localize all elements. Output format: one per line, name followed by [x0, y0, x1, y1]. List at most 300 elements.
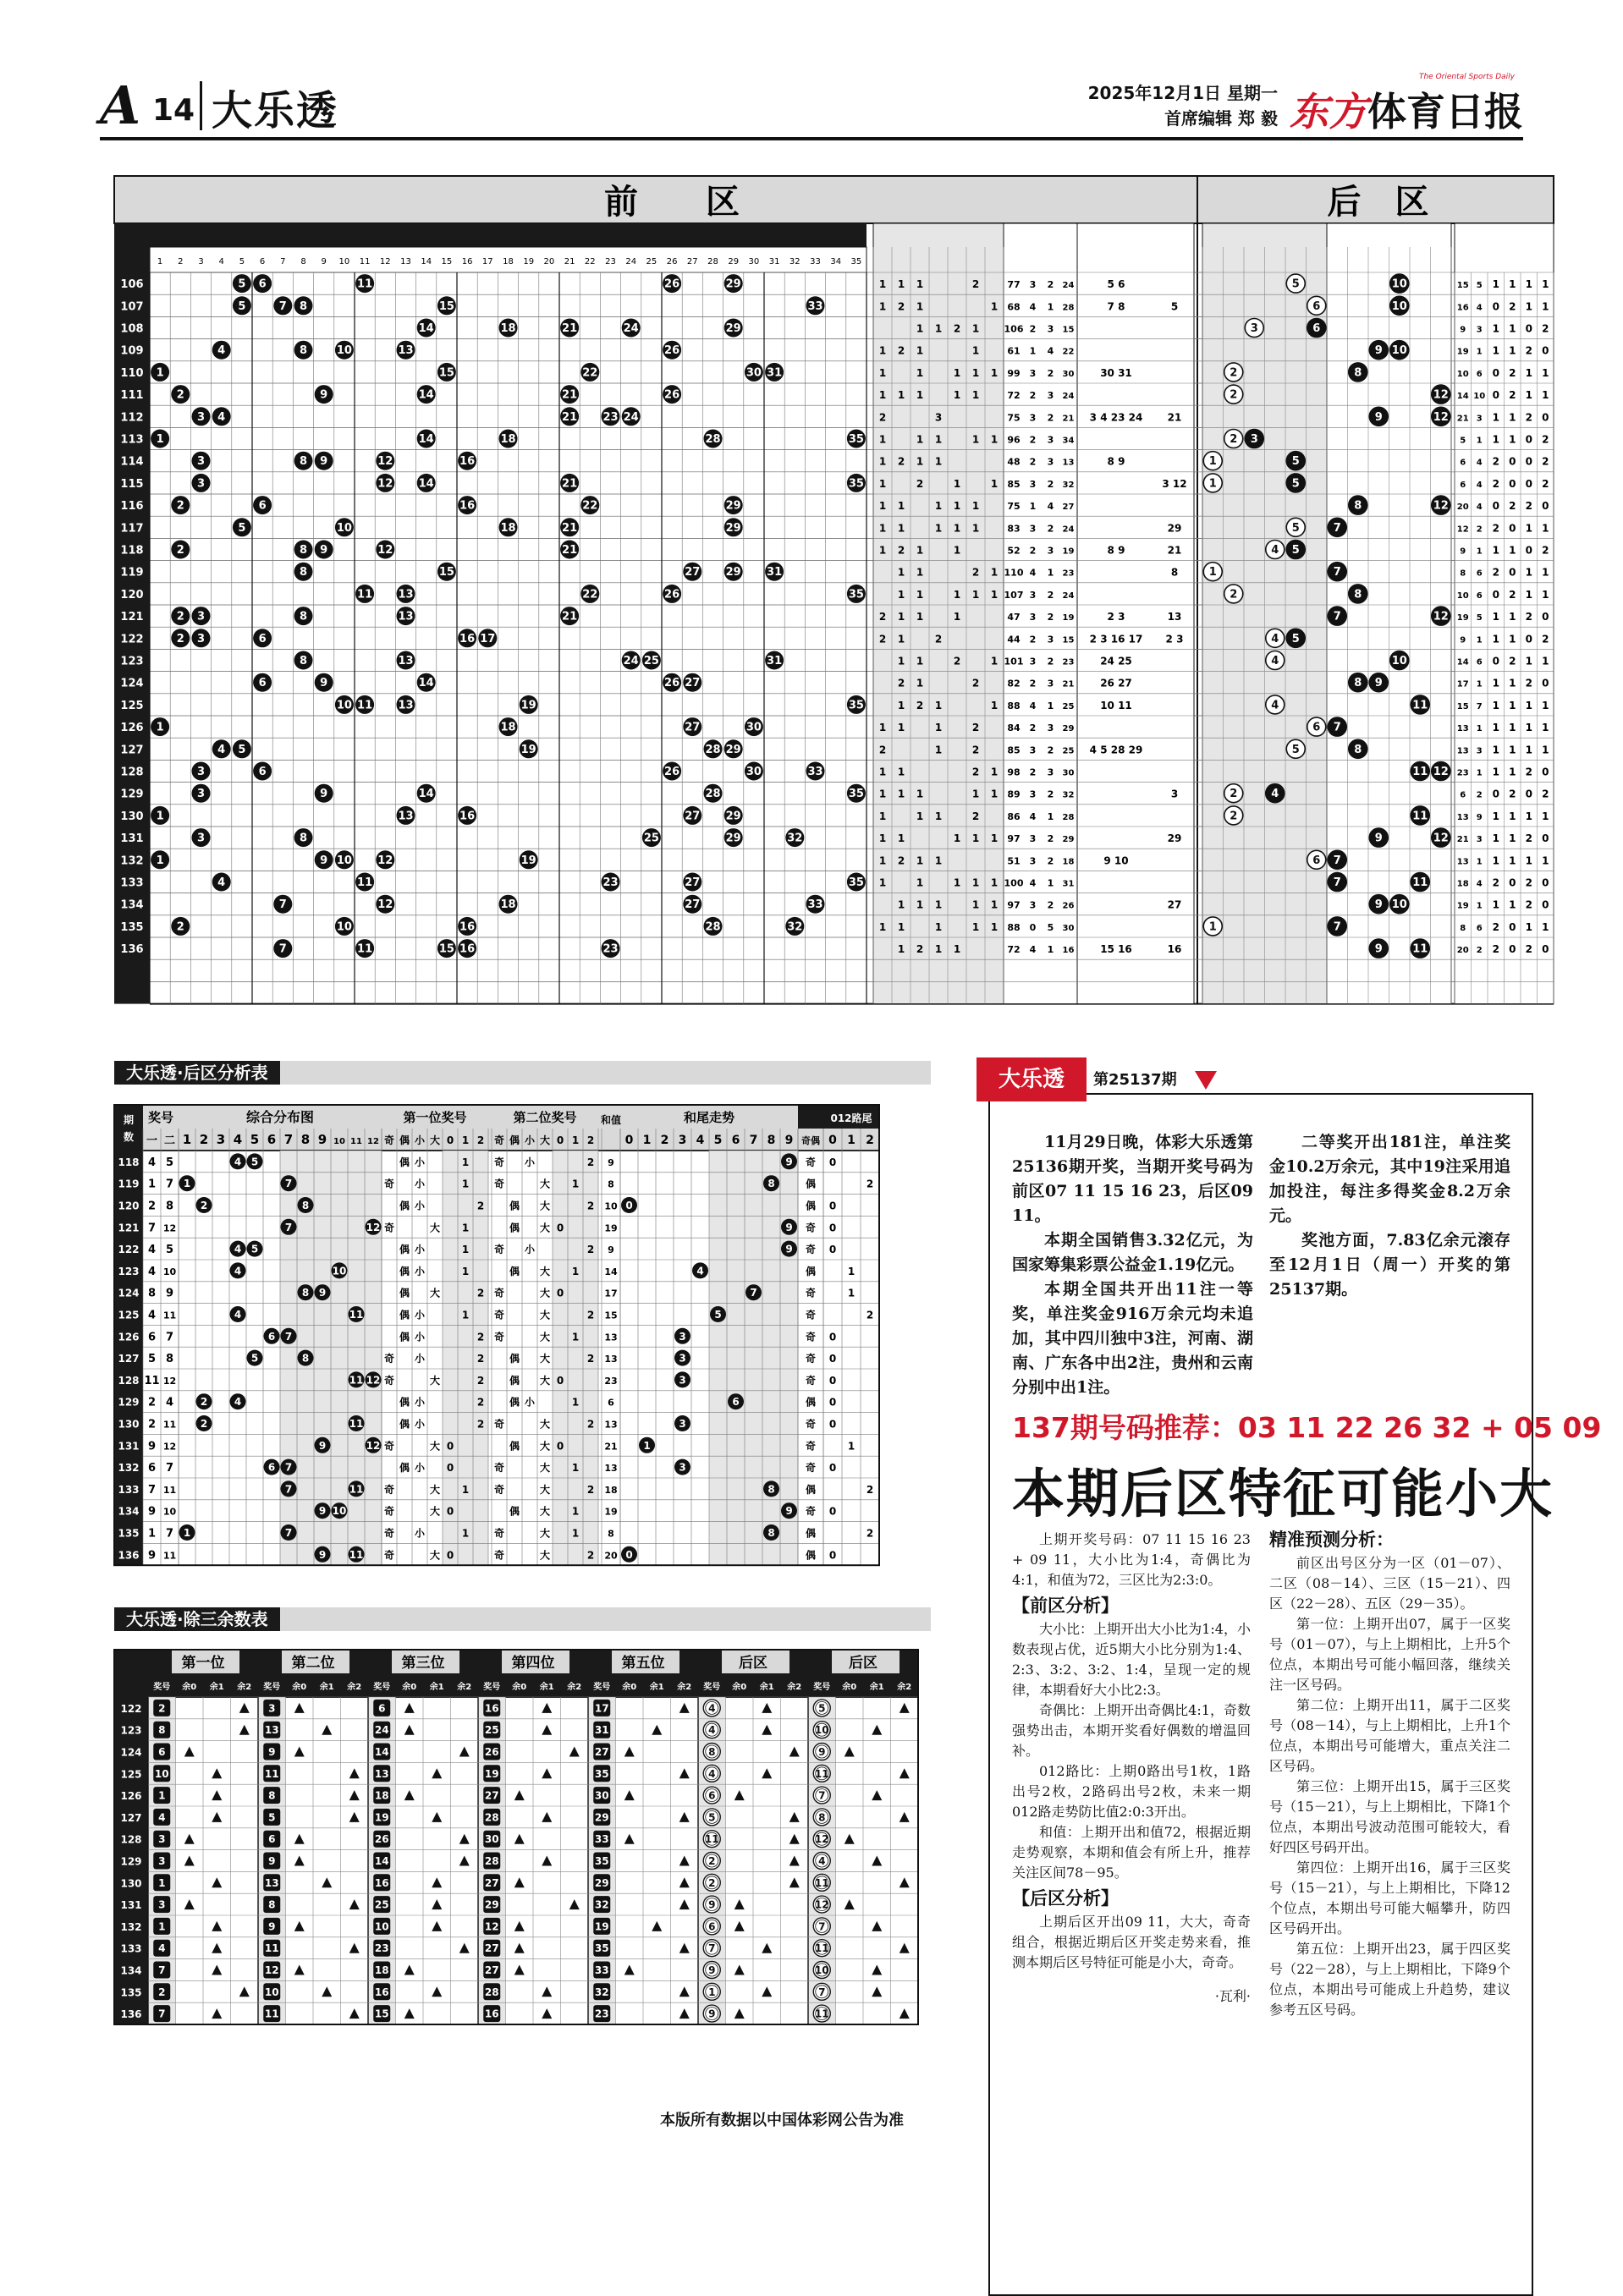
zone-count: 1 — [897, 943, 905, 956]
ba-012: 0 — [828, 1374, 837, 1387]
ba-012: 0 — [828, 1244, 837, 1256]
front-ball-number: 3 — [196, 477, 206, 491]
zone-count: 1 — [971, 522, 980, 535]
down-arrow-icon — [1195, 1071, 1217, 1090]
back-stat-value: 1 — [1476, 901, 1483, 911]
m3-number: 2 — [158, 1986, 166, 1998]
news-issue: 第25137期 — [1093, 1071, 1177, 1089]
odd-count: 3 — [1029, 855, 1037, 867]
back-stat-value: 0 — [1525, 633, 1532, 645]
triangle-icon — [432, 1812, 442, 1822]
back-stat-value: 1 — [1476, 635, 1483, 645]
repeat-value: 3 — [1170, 788, 1179, 800]
triangle-icon — [789, 1747, 800, 1757]
triangle-icon — [514, 1943, 525, 1953]
ba-tail-number: 9 — [785, 1221, 793, 1233]
ba-first-mark: 小 — [414, 1396, 426, 1409]
ba-tail-col: 1 — [642, 1134, 652, 1147]
back-ball-number: 1 — [1208, 566, 1217, 579]
triangle-icon — [322, 1986, 332, 1997]
triangle-icon — [734, 1965, 745, 1975]
zone-count: 1 — [934, 943, 943, 956]
front-col-label: 10 — [338, 257, 350, 266]
m3-sub-head: 奖号 — [593, 1683, 611, 1692]
ba-second-mark: 大 — [539, 1265, 551, 1277]
zone-count: 1 — [897, 633, 905, 645]
m3-number: 11 — [814, 1942, 829, 1955]
even-count: 2 — [1047, 612, 1054, 623]
back-stat-value: 1 — [1509, 433, 1516, 446]
triangle-icon — [900, 1812, 910, 1822]
ba-first-mark: 大 — [429, 1505, 441, 1518]
even-count: 2 — [1047, 744, 1054, 756]
back-analysis-head: 【后区分析】 — [1012, 1888, 1119, 1909]
triangle-icon — [542, 1703, 552, 1713]
ba-num-1: 4 — [147, 1265, 157, 1278]
front-col-label: 29 — [728, 257, 740, 266]
last-draw-summary: 上期开奖号码：07 11 15 16 23 + 09 11，大小比为1:4，奇偶比为4:1，和值为72，三区比为2:3:0。 — [1012, 1531, 1251, 1588]
zone-count: 1 — [953, 588, 961, 601]
m3-sub-head: 余2 — [677, 1683, 692, 1692]
back-stat-value: 1 — [1509, 544, 1516, 557]
ba-second-mark: 偶 — [509, 1222, 520, 1234]
m3-border — [114, 1650, 918, 2024]
ba-second-mark: 2 — [586, 1309, 595, 1321]
span-value: 24 — [1062, 281, 1075, 291]
back-ball-number: 2 — [1230, 366, 1238, 380]
position-3-text: 第三位：上期开出15，属于三区奖号（15－21），与上上期相比，下降1个位点，本期出号波动范围可能较大，看好四区号码开出。 — [1269, 1778, 1510, 1855]
issue-number: 131 — [120, 832, 144, 846]
back-stat-value: 9 — [1460, 325, 1466, 335]
sum-value: 75 — [1007, 412, 1021, 424]
back-ball-number: 4 — [1271, 544, 1279, 557]
back-stat-value: 6 — [1460, 790, 1466, 800]
back-stat-value: 13 — [1456, 724, 1469, 734]
ba-dist-col: 3 — [216, 1132, 226, 1147]
front-ball-number: 13 — [398, 810, 414, 823]
ba-sum: 8 — [608, 1178, 614, 1190]
front-ball-number: 14 — [418, 433, 434, 446]
back-ball-number: 2 — [1230, 788, 1238, 801]
ba-num-2: 8 — [165, 1200, 174, 1213]
ba-first-sub: 小 — [414, 1134, 426, 1146]
ba-dist-ball-number: 9 — [318, 1548, 327, 1561]
ba-first-mark: 0 — [446, 1549, 454, 1562]
zone-count: 1 — [934, 500, 943, 513]
ba-tail-col: 0 — [624, 1134, 634, 1147]
triangle-icon — [624, 1965, 635, 1975]
m3-group-corner — [808, 1650, 832, 1673]
zone-count: 1 — [990, 699, 999, 711]
even-count: 3 — [1047, 390, 1054, 402]
ba-tail-number: 8 — [767, 1178, 775, 1190]
back-stat-value: 2 — [1525, 898, 1532, 911]
front-col-label: 14 — [421, 257, 432, 266]
m3-number: 24 — [374, 1724, 389, 1737]
back-stat-value: 1 — [1509, 344, 1516, 357]
precise-analysis-head: 精准预测分析： — [1269, 1530, 1394, 1550]
ba-first-mark: 小 — [414, 1462, 426, 1475]
triangle-icon — [734, 2008, 745, 2019]
back-stat-value: 3 — [1476, 325, 1483, 335]
sum-value: 48 — [1007, 456, 1021, 468]
back-ball-number: 9 — [1374, 410, 1383, 424]
ba-012: 2 — [866, 1178, 874, 1190]
front-ball-number: 2 — [176, 499, 184, 513]
back-stat-value: 1 — [1509, 810, 1516, 822]
zone-count: 2 — [971, 677, 980, 689]
zone-count: 1 — [897, 611, 905, 623]
front-ball-number: 4 — [217, 344, 226, 358]
ba-first-mark: 小 — [414, 1200, 426, 1212]
front-ball-number: 12 — [377, 477, 393, 491]
triangle-icon — [184, 1899, 195, 1909]
span-value: 23 — [1062, 657, 1075, 667]
front-ball-number: 7 — [278, 942, 287, 956]
ba-issue: 130 — [118, 1418, 140, 1431]
front-ball-number: 1 — [156, 433, 164, 446]
ba-first-mark: 小 — [414, 1527, 426, 1540]
triangle-icon — [212, 1812, 222, 1822]
back-ball-number: 1 — [1208, 455, 1217, 469]
back-stat-value: 2 — [1542, 455, 1549, 468]
back-stat-value: 0 — [1542, 898, 1549, 911]
issue-number: 108 — [120, 322, 144, 336]
ba-num-1: 11 — [144, 1374, 160, 1387]
zone-count: 1 — [990, 588, 999, 601]
ba-issue: 126 — [118, 1331, 140, 1343]
zone-count: 1 — [971, 366, 980, 379]
m3-number: 9 — [268, 1920, 276, 1933]
back-stat-value: 9 — [1460, 635, 1466, 645]
m3-sub-head: 奖号 — [483, 1683, 501, 1692]
m3-group-corner — [258, 1650, 282, 1673]
front-ball-number: 33 — [807, 299, 823, 313]
back-stat-value: 0 — [1525, 477, 1532, 490]
odd-count: 2 — [1029, 390, 1037, 402]
sum-value: 96 — [1007, 434, 1021, 446]
back-stat-value: 8 — [1460, 569, 1466, 579]
front-ball-number: 19 — [520, 743, 536, 756]
odd-count: 3 — [1029, 367, 1037, 379]
consecutive-value: 8 9 — [1107, 544, 1125, 557]
m3-number: 9 — [818, 1746, 826, 1758]
front-ball-number: 23 — [602, 942, 619, 956]
back-stat-value: 2 — [1525, 677, 1532, 689]
front-ball-number: 1 — [156, 366, 164, 380]
triangle-icon — [679, 1812, 690, 1822]
m3-sub-head: 余1 — [429, 1683, 444, 1692]
span-value: 15 — [1062, 635, 1075, 645]
zone-count: 1 — [953, 544, 961, 557]
back-stat-value: 0 — [1509, 876, 1516, 889]
front-ball-number: 31 — [767, 566, 783, 579]
span-value: 18 — [1062, 857, 1075, 867]
triangle-icon — [212, 1943, 222, 1953]
back-stat-value: 4 — [1476, 879, 1483, 889]
consecutive-value: 3 4 23 24 — [1089, 411, 1143, 424]
issue-number: 114 — [120, 455, 144, 469]
zone-count: 1 — [971, 322, 980, 335]
front-ball-number: 21 — [562, 388, 578, 402]
issue-number: 132 — [120, 854, 144, 868]
back-stat-value: 20 — [1456, 946, 1469, 956]
back-ball-number: 11 — [1412, 942, 1428, 956]
m3-number: 9 — [268, 1746, 276, 1758]
ba-num-1: 5 — [147, 1353, 157, 1366]
back-stat-value: 6 — [1476, 657, 1483, 667]
ba-second-mark: 小 — [524, 1244, 536, 1256]
triangle-icon — [542, 1986, 552, 1997]
zone-count: 1 — [878, 832, 887, 845]
back-stat-value: 2 — [1492, 522, 1499, 535]
span-value: 19 — [1062, 547, 1075, 557]
ba-second-mark: 奇 — [493, 1527, 505, 1540]
front-ball-number: 22 — [582, 366, 598, 380]
m3-number: 6 — [268, 1833, 276, 1846]
back-stat-value: 17 — [1456, 679, 1469, 689]
ba-dist-ball-number: 6 — [267, 1330, 276, 1343]
m3-sub-head: 余1 — [649, 1683, 664, 1692]
back-stat-value: 0 — [1542, 766, 1549, 778]
ba-sum: 20 — [604, 1550, 618, 1562]
issue-number: 121 — [120, 611, 144, 624]
sum-value: 68 — [1007, 301, 1021, 313]
triangle-icon — [734, 1921, 745, 1931]
m3-number: 18 — [374, 1789, 389, 1802]
m3-group-corner — [588, 1650, 612, 1673]
back-stat-value: 1 — [1492, 322, 1499, 335]
back-stat-value: 1 — [1542, 722, 1549, 734]
sum-value: 47 — [1007, 612, 1021, 623]
sum-value: 52 — [1007, 545, 1021, 557]
back-stat-value: 1 — [1542, 810, 1549, 822]
issue-number: 107 — [120, 300, 144, 314]
front-ball-number: 9 — [320, 388, 328, 402]
back-stat-value: 2 — [1492, 477, 1499, 490]
triangle-icon — [239, 1703, 250, 1713]
ba-first-mark: 2 — [476, 1200, 485, 1212]
zone-count: 1 — [878, 300, 887, 313]
front-ball-number: 6 — [258, 632, 267, 645]
front-ball-number: 16 — [459, 499, 476, 513]
m3-number: 7 — [158, 2008, 166, 2020]
span-value: 25 — [1062, 701, 1075, 711]
m3-issue: 123 — [120, 1724, 142, 1737]
consecutive-value: 9 10 — [1103, 854, 1129, 867]
zone-count: 2 — [897, 854, 905, 867]
ba-first-mark: 小 — [414, 1178, 426, 1190]
triangle-icon — [514, 1790, 525, 1800]
m3-number: 29 — [594, 1876, 609, 1889]
ba-num-1: 4 — [147, 1309, 157, 1322]
m3-number: 27 — [484, 1964, 499, 1976]
front-ball-number: 5 — [238, 277, 246, 291]
zone-count: 1 — [916, 322, 924, 335]
ba-sum: 15 — [604, 1310, 618, 1321]
odd-count: 4 — [1029, 944, 1037, 956]
triangle-icon — [349, 2008, 360, 2019]
ba-first-mark: 1 — [461, 1309, 470, 1321]
back-stat-value: 1 — [1525, 300, 1532, 313]
ba-sum: 9 — [608, 1156, 614, 1168]
sum-value: 100 — [1004, 877, 1024, 889]
front-ball-number: 3 — [196, 455, 206, 469]
ba-num-1: 4 — [147, 1244, 157, 1257]
back-stat-value: 4 — [1476, 480, 1483, 490]
ba-oe: 偶 — [805, 1527, 817, 1540]
m3-sub-head: 余1 — [869, 1683, 884, 1692]
front-col-label: 26 — [666, 257, 678, 266]
issue-number: 110 — [120, 366, 144, 380]
front-ball-number: 8 — [299, 299, 308, 313]
odd-count: 3 — [1029, 523, 1037, 535]
odd-count: 0 — [1029, 921, 1037, 933]
even-count: 3 — [1047, 766, 1054, 778]
ba-dist-ball-number: 6 — [267, 1461, 276, 1474]
zone-count: 1 — [990, 655, 999, 667]
triangle-icon — [900, 1943, 910, 1953]
ba-first-sub: 偶 — [399, 1134, 410, 1146]
odd-count: 3 — [1029, 744, 1037, 756]
front-ball-number: 23 — [602, 876, 619, 889]
front-ball-number: 9 — [320, 455, 328, 469]
m3-number: 8 — [268, 1898, 276, 1911]
back-ball-number: 12 — [1433, 832, 1449, 845]
front-ball-number: 11 — [357, 588, 373, 601]
front-col-label: 28 — [707, 257, 718, 266]
zone-count: 1 — [971, 500, 980, 513]
ba-second-mark: 大 — [539, 1200, 551, 1212]
front-ball-number: 3 — [196, 632, 206, 645]
m3-number: 29 — [594, 1811, 609, 1824]
back-ball-number: 2 — [1230, 588, 1238, 601]
ba-num-2: 4 — [165, 1396, 174, 1409]
back-stat-value: 0 — [1492, 788, 1499, 800]
ba-second-sub: 奇 — [493, 1134, 505, 1146]
front-col-label: 24 — [625, 257, 637, 266]
ba-first-mark: 偶 — [399, 1462, 410, 1475]
ba-second-mark: 大 — [539, 1353, 551, 1365]
m3-number: 11 — [704, 1833, 719, 1846]
back-stat-value: 2 — [1492, 876, 1499, 889]
ba-012: 0 — [828, 1222, 837, 1234]
back-stat-value: 4 — [1476, 303, 1483, 313]
back-stat-value: 1 — [1476, 679, 1483, 689]
front-ball-number: 31 — [767, 366, 783, 380]
back-stat-value: 1 — [1509, 722, 1516, 734]
ba-dist-ball-number: 2 — [200, 1200, 208, 1211]
ba-oe: 奇 — [805, 1374, 817, 1387]
sum-value: 106 — [1004, 323, 1024, 335]
front-ball-number: 18 — [500, 433, 516, 446]
zone-count: 1 — [897, 898, 905, 911]
ba-dist-head: 综合分布图 — [245, 1109, 315, 1125]
front-ball-number: 27 — [685, 876, 701, 889]
back-stat-value: 1 — [1542, 566, 1549, 579]
front-col-label: 32 — [789, 257, 800, 266]
m3-sub-head: 余0 — [842, 1683, 857, 1692]
triangle-icon — [432, 1877, 442, 1887]
ba-first-mark: 小 — [414, 1418, 426, 1431]
logo-english: The Oriental Sports Daily — [1418, 73, 1515, 81]
newspaper-logo — [1290, 81, 1523, 137]
front-col-label: 17 — [481, 257, 493, 266]
m3-issue: 126 — [120, 1790, 142, 1803]
span-value: 21 — [1062, 414, 1075, 424]
back-stat-value: 2 — [1542, 544, 1549, 557]
ba-dist-ball-number: 11 — [349, 1309, 364, 1321]
back-stat-value: 2 — [1525, 943, 1532, 956]
zone-count: 1 — [953, 389, 961, 402]
front-ball-number: 15 — [438, 299, 454, 313]
ba-012: 2 — [866, 1527, 874, 1540]
ba-oe: 偶 — [805, 1483, 817, 1496]
zone-count: 1 — [990, 366, 999, 379]
front-col-label: 16 — [461, 257, 473, 266]
front-ball-number: 12 — [377, 455, 393, 469]
zone-count: 1 — [934, 810, 943, 822]
ba-sum: 17 — [604, 1288, 618, 1299]
m3-number: 28 — [484, 1855, 499, 1867]
back-zone-title: 后 区 — [1327, 183, 1429, 222]
zone-count: 1 — [971, 898, 980, 911]
front-ball-number: 24 — [623, 322, 639, 335]
front-ball-number: 27 — [685, 721, 701, 734]
back-stat-value: 1 — [1492, 411, 1499, 424]
ba-second-mark: 奇 — [493, 1549, 505, 1562]
ba-first-mark: 1 — [461, 1265, 470, 1277]
m3-sub-head: 余2 — [897, 1683, 912, 1692]
m3-issue: 128 — [120, 1833, 142, 1846]
triangle-icon — [845, 1899, 855, 1909]
front-ball-number: 5 — [238, 521, 246, 535]
m3-number: 5 — [268, 1811, 276, 1824]
front-ball-number: 1 — [156, 810, 164, 823]
zone-count: 1 — [897, 566, 905, 579]
zone-count: 1 — [990, 898, 999, 911]
back-stat-value: 0 — [1492, 389, 1499, 402]
section-title: 大乐透 — [212, 87, 339, 135]
triangle-icon — [872, 1986, 882, 1997]
triangle-icon — [900, 1768, 910, 1778]
ba-issue: 120 — [118, 1200, 140, 1212]
back-stat-value: 1 — [1492, 744, 1499, 756]
triangle-icon — [679, 1768, 690, 1778]
back-ball-number: 7 — [1333, 610, 1341, 623]
back-stat-value: 3 — [1476, 414, 1483, 424]
zone-count: 1 — [971, 920, 980, 933]
ba-issue: 135 — [118, 1527, 140, 1540]
ba-first-mark: 奇 — [383, 1483, 395, 1496]
m3-number: 16 — [374, 1876, 389, 1889]
front-ball-number: 9 — [320, 788, 328, 801]
ba-second-mark: 奇 — [493, 1483, 505, 1496]
m3-issue: 132 — [120, 1920, 142, 1933]
triangle-icon — [734, 1790, 745, 1800]
back-stat-value: 1 — [1525, 744, 1532, 756]
front-col-label: 11 — [359, 257, 371, 266]
ba-first-mark: 奇 — [383, 1527, 395, 1540]
m3-number: 10 — [154, 1767, 169, 1780]
back-stat-value: 1 — [1476, 547, 1483, 557]
ba-first-mark: 偶 — [399, 1396, 410, 1409]
m3-number: 8 — [708, 1746, 716, 1758]
ba-num-1: 7 — [147, 1222, 157, 1235]
m3-number: 9 — [708, 2008, 716, 2020]
back-stat-value: 2 — [1509, 300, 1516, 313]
front-ball-number: 3 — [196, 788, 206, 801]
